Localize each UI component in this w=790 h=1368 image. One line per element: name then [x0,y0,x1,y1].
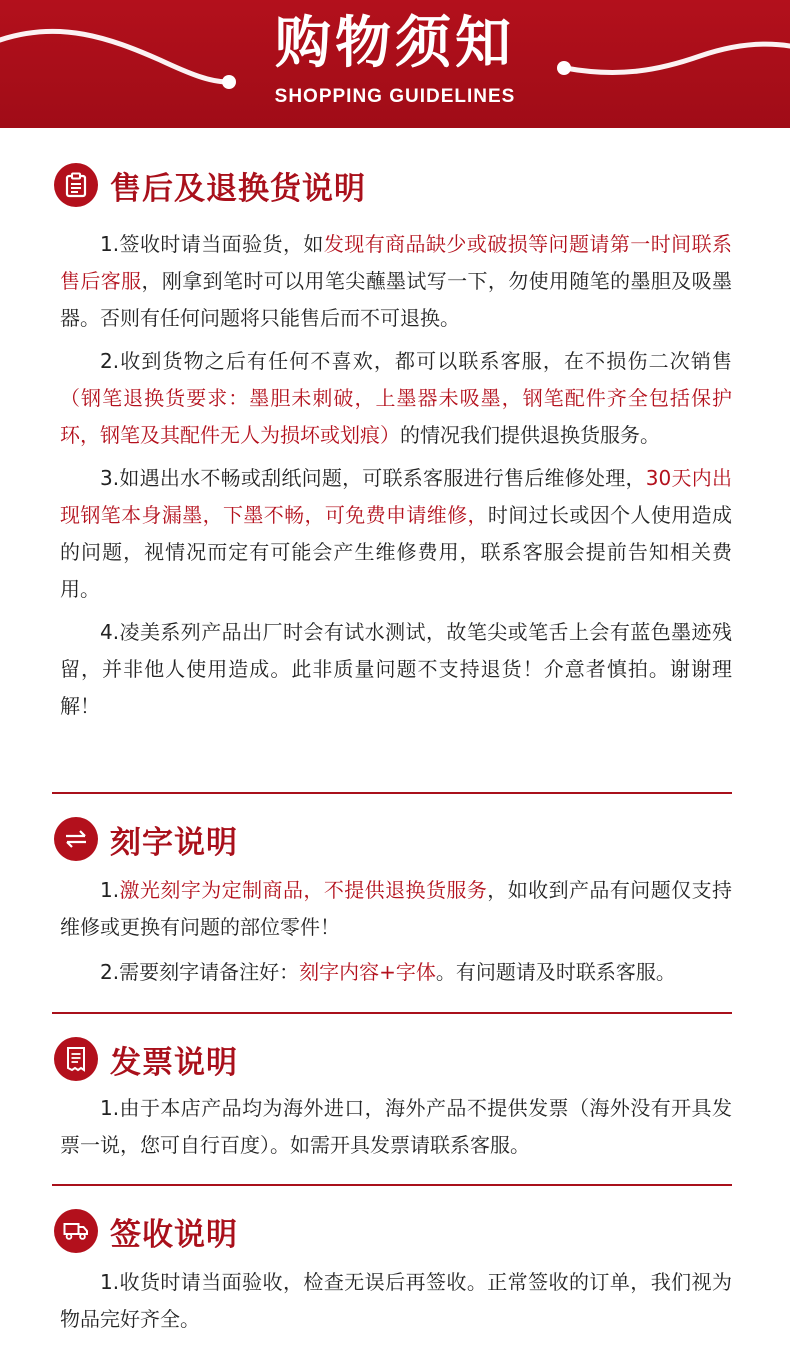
invoice-icon [54,1037,98,1081]
body-text: ，如收到产品有问题仅支持维修或更换有问题的部位零件！ [60,878,733,939]
swap-arrows-icon [54,817,98,861]
section-title: 刻字说明 [110,824,238,861]
page-title: 购物须知 [275,11,515,76]
body-text: 2.收到货物之后有任何不喜欢，都可以联系客服，在不损伤二次销售 [100,349,732,373]
highlight-text: 刻字内容+字体 [299,960,436,984]
paragraph [52,343,732,454]
paragraph [52,1090,732,1164]
section-header [52,1034,732,1084]
section-header [52,160,732,210]
highlight-text: 激光刻字为定制商品，不提供退换货服务 [119,878,488,902]
page-subtitle: SHOPPING GUIDELINES [274,86,516,107]
paragraph [52,872,732,946]
section-engraving [52,814,732,991]
paragraph [52,226,732,337]
delivery-truck-icon [54,1209,98,1253]
body-text: 。有问题请及时联系客服。 [435,960,676,984]
highlight-text: 30天内出现钢笔本身漏墨，下墨不畅，可免费申请维修， [60,466,732,527]
body-text: 1.签收时请当面验货，如 [100,232,324,256]
paragraph [52,614,732,725]
highlight-text: （钢笔退换货要求：墨胆未刺破，上墨器未吸墨，钢笔配件齐全包括保护环，钢笔及其配件无人为损坏或划痕） [60,386,732,447]
highlight-text: 发现有商品缺少或破损等问题请第一时间联系售后客服 [60,232,733,293]
body-text: 4.凌美系列产品出厂时会有试水测试，故笔尖或笔舌上会有蓝色墨迹残留，并非他人使用造成。此非质量问题不支持退货！介意者慎拍。谢谢理解！ [60,620,732,718]
section-header [52,1206,732,1256]
section-header [52,814,732,864]
paragraph [52,1264,732,1338]
section-delivery [52,1206,732,1338]
paragraph [52,954,732,991]
body-text: 时间过长或因个人使用造成的问题，视情况而定有可能会产生维修费用，联系客服会提前告知相关费用。 [60,503,732,601]
clipboard-icon [54,163,98,207]
header-banner [0,0,790,128]
section-after-sales [52,160,732,725]
section-title: 发票说明 [110,1044,238,1081]
section-invoice [52,1034,732,1164]
section-title: 签收说明 [110,1216,238,1253]
body-text: ，刚拿到笔时可以用笔尖蘸墨试写一下，勿使用随笔的墨胆及吸墨器。否则有任何问题将只能售后而不可退换。 [60,269,732,330]
body-text: 1.由于本店产品均为海外进口，海外产品不提供发票（海外没有开具发票一说，您可自行百度）。如需开具发票请联系客服。 [60,1096,732,1157]
section-divider [52,792,732,794]
paragraph [52,460,732,608]
body-text: 3.如遇出水不畅或刮纸问题，可联系客服进行售后维修处理， [100,466,646,490]
section-divider [52,1012,732,1014]
section-divider [52,1184,732,1186]
section-title: 售后及退换货说明 [110,170,366,207]
body-text: 2.需要刻字请备注好： [100,960,300,984]
body-text: 1.收货时请当面验收，检查无误后再签收。正常签收的订单，我们视为物品完好齐全。 [60,1270,732,1331]
body-text: 1. [100,878,120,902]
body-text: 的情况我们提供退换货服务。 [400,423,660,447]
